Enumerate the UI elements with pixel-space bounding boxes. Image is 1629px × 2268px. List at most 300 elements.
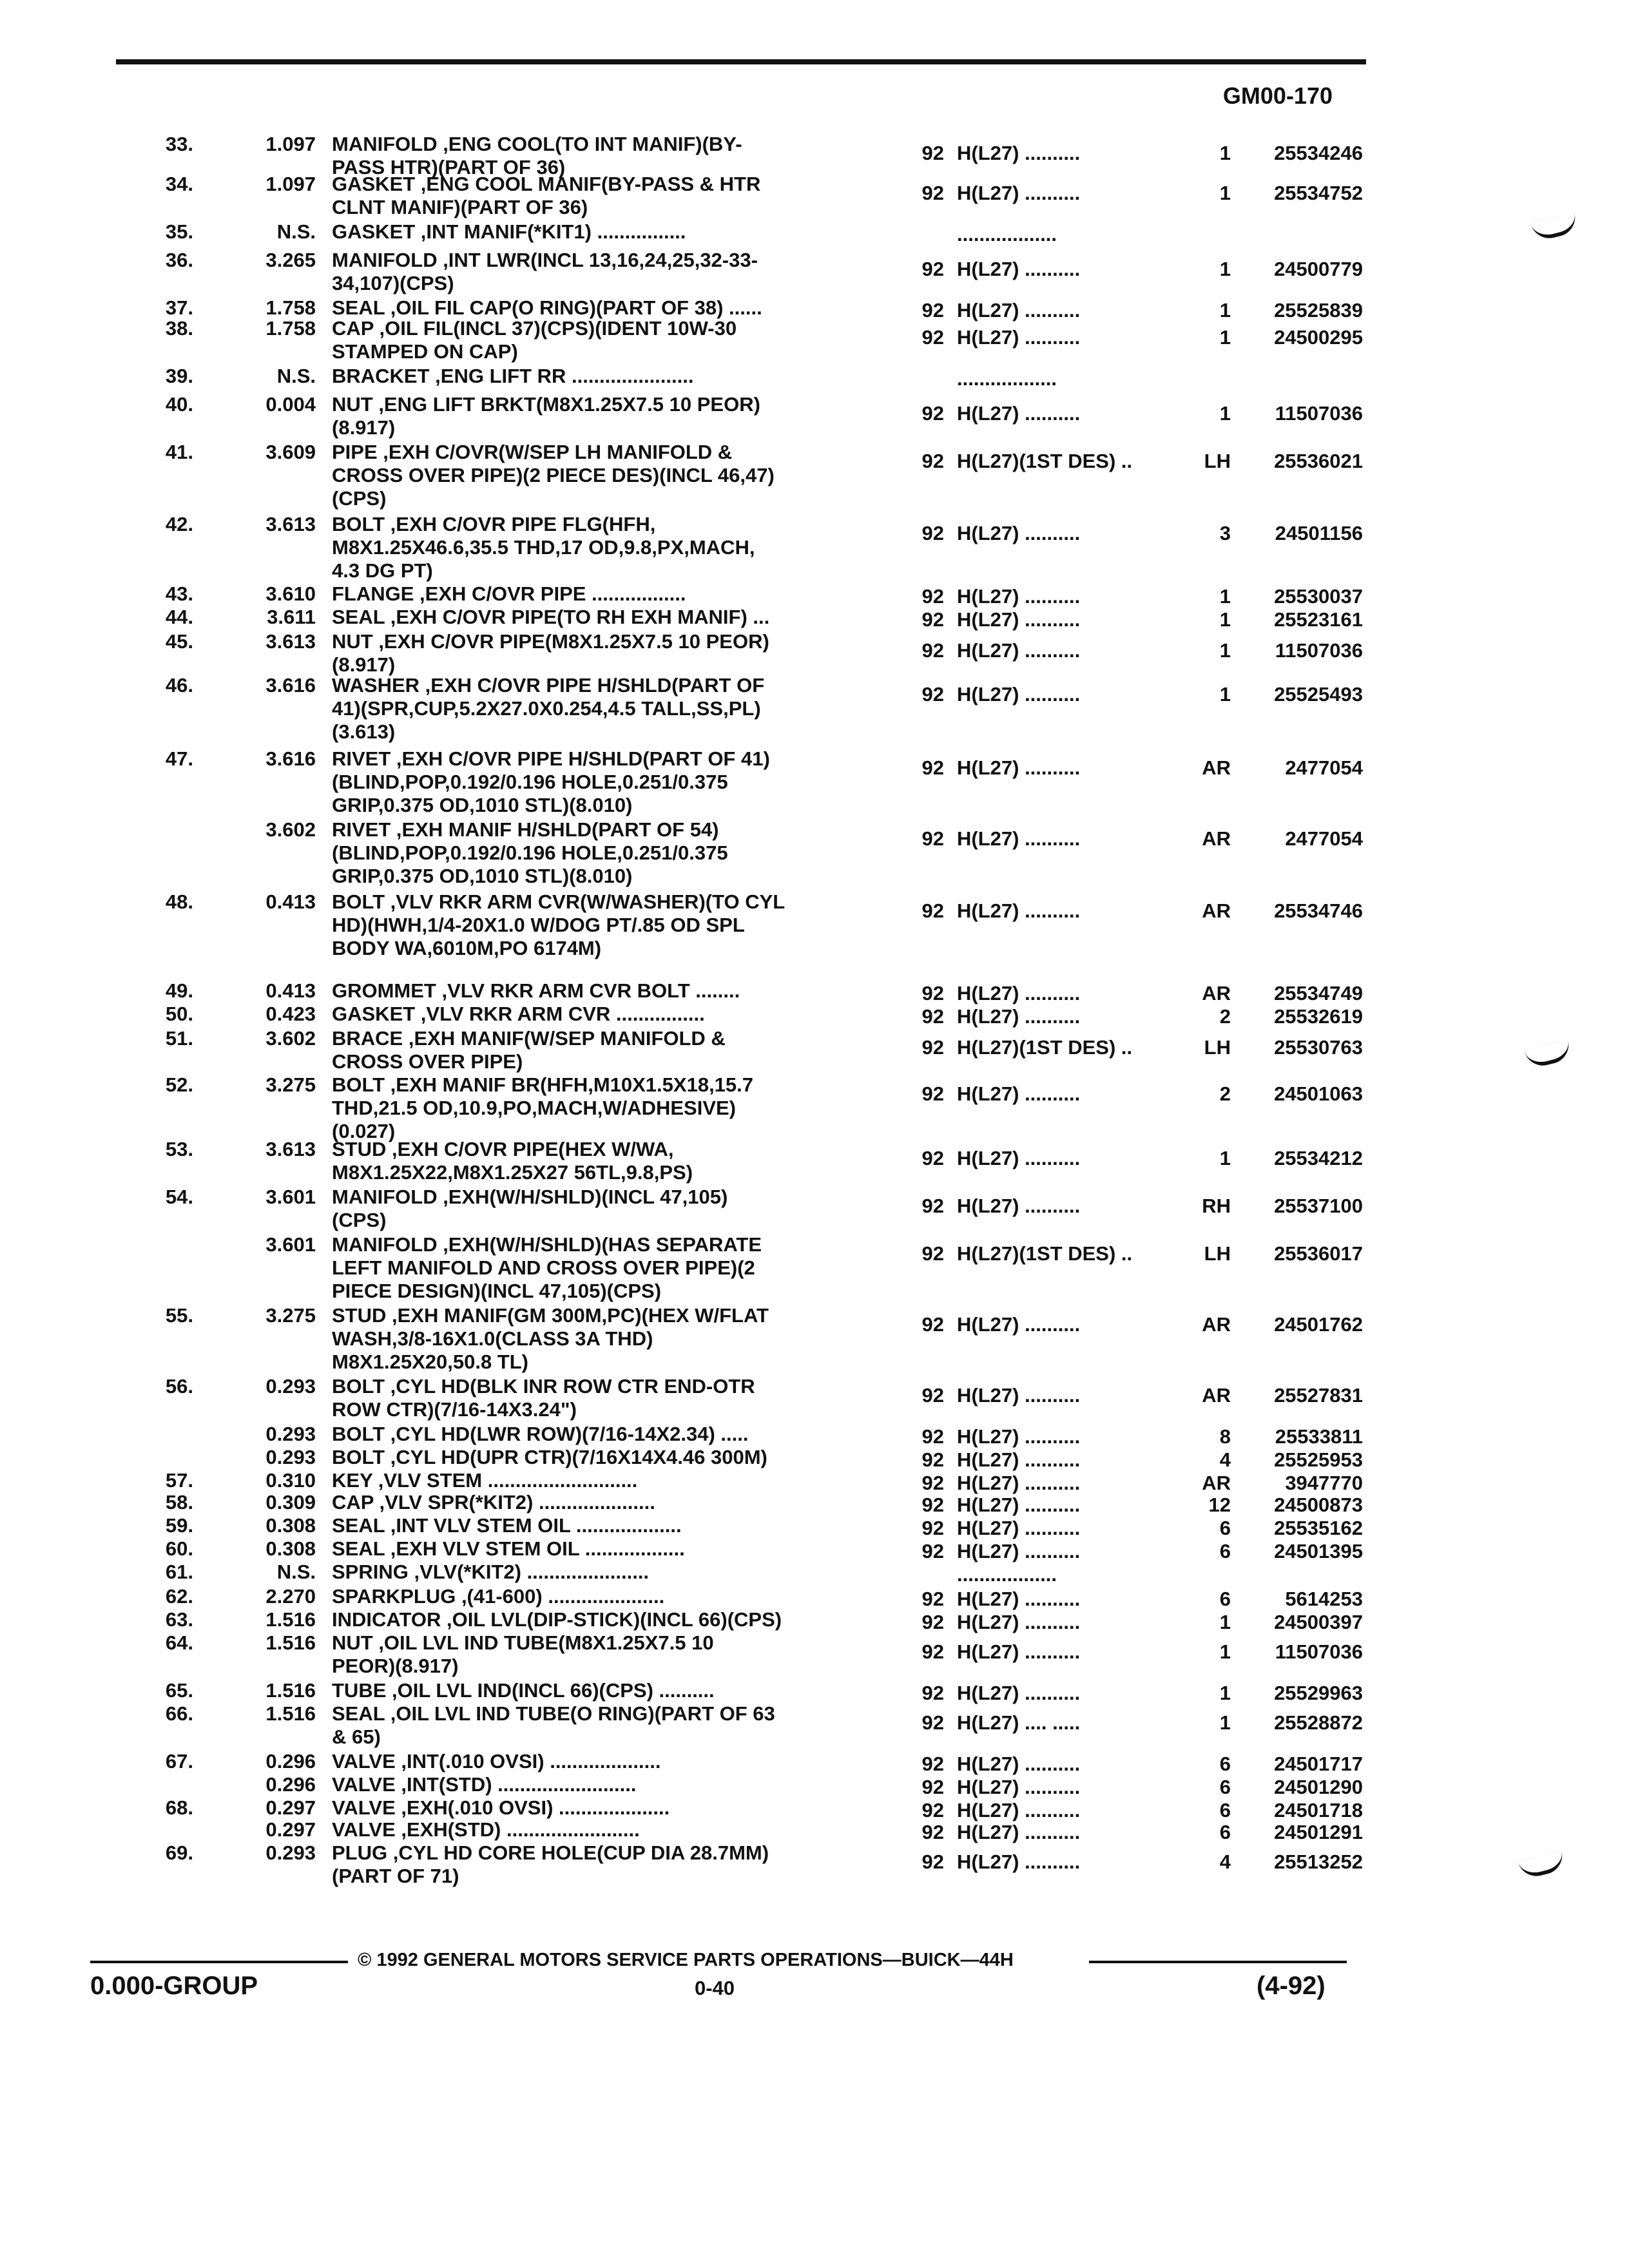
ref-number: 55. [165,1304,193,1327]
model-year: 92 [921,326,944,349]
part-description: SPARKPLUG ,(41-600) ..................... [332,1585,665,1608]
part-number: 11507036 [1275,1640,1363,1663]
ref-number: 44. [165,606,193,628]
part-number: 25513252 [1274,1850,1363,1873]
part-description: MANIFOLD ,ENG COOL(TO INT MANIF)(BY- [332,133,742,155]
series-code: H(L27) .... ..... [957,1711,1081,1734]
group-number: 0.297 [265,1818,316,1841]
part-description: SPRING ,VLV(*KIT2) ...................... [332,1561,650,1583]
part-description: SEAL ,OIL FIL CAP(O RING)(PART OF 38) ...... [332,296,762,319]
model-year: 92 [921,258,944,280]
part-description: (3.613) [332,720,396,743]
group-number: 0.296 [265,1750,316,1773]
part-description: GROMMET ,VLV RKR ARM CVR BOLT ........ [332,979,740,1002]
part-description: NUT ,EXH C/OVR PIPE(M8X1.25X7.5 10 PEOR) [332,630,769,653]
model-year: 92 [921,1082,944,1105]
series-code: H(L27) .......... [957,899,1081,922]
quantity: 1 [1219,1147,1231,1169]
quantity: 1 [1219,1682,1231,1704]
series-code: H(L27) .......... [957,608,1081,631]
series-code: H(L27) .......... [957,402,1081,425]
part-number: 24501718 [1274,1799,1363,1821]
series-code: H(L27) .......... [957,1517,1081,1539]
part-description: NUT ,ENG LIFT BRKT(M8X1.25X7.5 10 PEOR) [332,393,760,416]
part-number: 25534746 [1274,899,1363,922]
quantity: 6 [1219,1753,1231,1775]
part-description: SEAL ,INT VLV STEM OIL ................... [332,1514,682,1537]
part-description: & 65) [332,1725,381,1748]
part-number: 25528872 [1274,1711,1363,1734]
part-number: 25530037 [1274,585,1363,608]
quantity: 6 [1219,1540,1231,1562]
part-number: 24500779 [1274,258,1363,280]
group-number: 3.601 [265,1186,316,1208]
quantity: 1 [1219,299,1231,322]
part-number: 25534752 [1274,182,1363,204]
series-code: H(L27) .......... [957,1472,1081,1494]
quantity: 1 [1219,683,1231,706]
model-year: 92 [921,756,944,779]
part-description: RIVET ,EXH MANIF H/SHLD(PART OF 54) [332,818,719,841]
ref-number: 39. [165,365,193,387]
model-year: 92 [921,1036,944,1059]
group-number: 0.308 [265,1514,316,1537]
group-number: 3.602 [265,818,316,841]
group-number: 0.310 [265,1469,316,1492]
ref-number: 34. [165,173,193,195]
part-description: VALVE ,INT(STD) ......................... [332,1773,637,1796]
part-description: (PART OF 71) [332,1865,459,1887]
part-description: BOLT ,EXH MANIF BR(HFH,M10X1.5X18,15.7 [332,1073,754,1096]
part-description: M8X1.25X22,M8X1.25X27 56TL,9.8,PS) [332,1161,693,1184]
series-code: H(L27) .......... [957,142,1081,164]
model-year: 92 [921,1711,944,1734]
series-code: H(L27) .......... [957,1753,1081,1775]
ref-number: 54. [165,1186,193,1208]
model-year: 92 [921,1242,944,1265]
group-number: 1.516 [265,1679,316,1702]
model-year: 92 [921,1517,944,1539]
series-code: H(L27) .......... [957,1640,1081,1663]
part-description: ROW CTR)(7/16-14X3.24") [332,1398,577,1421]
part-number: 25534212 [1274,1147,1363,1169]
ref-number: 36. [165,249,193,271]
part-description: SEAL ,EXH VLV STEM OIL .................. [332,1537,685,1560]
group-number: N.S. [276,365,316,387]
quantity: 12 [1208,1494,1231,1516]
group-number: 0.297 [265,1796,316,1819]
part-description: 34,107)(CPS) [332,272,454,294]
part-description: BODY WA,6010M,PO 6174M) [332,937,602,959]
ref-number: 58. [165,1491,193,1514]
quantity: 1 [1219,142,1231,164]
part-description: M8X1.25X46.6,35.5 THD,17 OD,9.8,PX,MACH, [332,536,755,559]
series-code: H(L27) .......... [957,1776,1081,1798]
part-number: 25534246 [1274,142,1363,164]
footer-rule-left [90,1961,348,1963]
part-number: 25530763 [1274,1036,1363,1059]
group-number: 0.004 [265,393,316,416]
group-number: 0.293 [265,1375,316,1398]
group-number: 1.516 [265,1608,316,1631]
part-number: 5614253 [1285,1588,1363,1610]
part-description: BRACE ,EXH MANIF(W/SEP MANIFOLD & [332,1027,726,1050]
ref-number: 62. [165,1585,193,1608]
series-code: H(L27) .......... [957,1611,1081,1633]
model-year: 92 [921,522,944,544]
part-number: 3947770 [1285,1472,1363,1494]
part-number: 2477054 [1285,756,1363,779]
part-number: 25523161 [1274,608,1363,631]
model-year: 92 [921,585,944,608]
quantity: RH [1202,1195,1231,1217]
group-number: 2.270 [265,1585,316,1608]
model-year: 92 [921,899,944,922]
ref-number: 42. [165,513,193,535]
series-code: H(L27)(1ST DES) .. [957,450,1133,472]
series-code: H(L27) .......... [957,1147,1081,1169]
quantity: 1 [1219,639,1231,662]
series-code: H(L27) .......... [957,182,1081,204]
group-number: 1.516 [265,1702,316,1725]
part-number: 24501395 [1274,1540,1363,1562]
part-number: 24500873 [1274,1494,1363,1516]
part-description: GASKET ,ENG COOL MANIF(BY-PASS & HTR [332,173,761,195]
series-code: H(L27) .......... [957,1082,1081,1105]
series-code: H(L27) .......... [957,258,1081,280]
part-description: CROSS OVER PIPE)(2 PIECE DES)(INCL 46,47) [332,464,775,486]
part-number: 11507036 [1275,402,1363,425]
series-code: H(L27) .......... [957,1799,1081,1821]
part-description: RIVET ,EXH C/OVR PIPE H/SHLD(PART OF 41) [332,747,770,770]
quantity: AR [1202,899,1231,922]
part-number: 25525493 [1274,683,1363,706]
group-number: 0.293 [265,1423,316,1445]
series-code: H(L27) .......... [957,1313,1081,1336]
ref-number: 41. [165,441,193,463]
model-year: 92 [921,982,944,1004]
quantity: 6 [1219,1799,1231,1821]
part-description: (0.027) [332,1120,396,1142]
group-number: 0.293 [265,1841,316,1864]
group-number: 1.516 [265,1631,316,1654]
group-label: 0.000-GROUP [90,1972,258,2000]
ref-number: 50. [165,1003,193,1025]
series-code: H(L27) .......... [957,585,1081,608]
quantity: LH [1204,1036,1231,1059]
part-description: VALVE ,INT(.010 OVSI) .................... [332,1750,661,1773]
quantity: AR [1202,827,1231,850]
quantity: 6 [1219,1588,1231,1610]
ref-number: 60. [165,1537,193,1560]
part-description: CROSS OVER PIPE) [332,1050,523,1073]
group-number: 0.423 [265,1003,316,1025]
part-description: GRIP,0.375 OD,1010 STL)(8.010) [332,865,633,887]
group-number: 3.616 [265,747,316,770]
part-number: 25537100 [1274,1195,1363,1217]
group-number: 3.602 [265,1027,316,1050]
part-number: 24501290 [1274,1776,1363,1798]
group-number: 3.611 [267,606,316,628]
model-year: 92 [921,142,944,164]
model-year: 92 [921,450,944,472]
part-description: PLUG ,CYL HD CORE HOLE(CUP DIA 28.7MM) [332,1841,769,1864]
part-description: PASS HTR)(PART OF 36) [332,156,566,178]
ref-number: 33. [165,133,193,155]
quantity: 1 [1219,258,1231,280]
part-description: GASKET ,VLV RKR ARM CVR ................ [332,1003,705,1025]
model-year: 92 [921,1425,944,1448]
series-code: H(L27) .......... [957,1821,1081,1843]
group-number: N.S. [276,220,316,243]
ref-number: 68. [165,1796,193,1819]
group-number: 0.413 [265,979,316,1002]
model-year: 92 [921,1384,944,1407]
part-number: 25532619 [1274,1005,1363,1028]
series-code: H(L27) .......... [957,982,1081,1004]
part-description: CAP ,VLV SPR(*KIT2) ..................... [332,1491,655,1514]
ref-number: 61. [165,1561,193,1583]
series-code: H(L27) .......... [957,683,1081,706]
part-description: PEOR)(8.917) [332,1655,459,1677]
series-code: .................. [957,223,1057,245]
ref-number: 43. [165,582,193,605]
ref-number: 35. [165,220,193,243]
model-year: 92 [921,1313,944,1336]
part-description: CLNT MANIF)(PART OF 36) [332,196,588,218]
ref-number: 37. [165,296,193,319]
copyright-line: © 1992 GENERAL MOTORS SERVICE PARTS OPERATIONS—BUICK—44H [358,1950,1014,1970]
catalog-code: GM00-170 [1222,82,1333,109]
part-description: PIECE DESIGN)(INCL 47,105)(CPS) [332,1280,662,1302]
quantity: AR [1202,1472,1231,1494]
model-year: 92 [921,608,944,631]
part-description: M8X1.25X20,50.8 TL) [332,1350,528,1373]
model-year: 92 [921,299,944,322]
part-number: 25533811 [1275,1425,1363,1448]
part-description: VALVE ,EXH(STD) ........................ [332,1818,640,1841]
model-year: 92 [921,639,944,662]
group-number: 3.275 [265,1304,316,1327]
model-year: 92 [921,1850,944,1873]
ref-number: 45. [165,630,193,653]
group-number: 3.275 [265,1073,316,1096]
quantity: AR [1202,756,1231,779]
quantity: AR [1202,1313,1231,1336]
part-description: THD,21.5 OD,10.9,PO,MACH,W/ADHESIVE) [332,1097,737,1119]
part-description: WASHER ,EXH C/OVR PIPE H/SHLD(PART OF [332,674,765,697]
part-description: (8.917) [332,653,396,676]
part-description: KEY ,VLV STEM ........................... [332,1469,638,1492]
model-year: 92 [921,1611,944,1633]
model-year: 92 [921,1588,944,1610]
model-year: 92 [921,1147,944,1169]
group-number: 3.613 [265,1138,316,1160]
series-code: H(L27) .......... [957,299,1081,322]
model-year: 92 [921,1195,944,1217]
ref-number: 40. [165,393,193,416]
model-year: 92 [921,1005,944,1028]
footer-rule-right [1089,1961,1347,1963]
model-year: 92 [921,182,944,204]
series-code: H(L27) .......... [957,1682,1081,1704]
part-description: BOLT ,CYL HD(BLK INR ROW CTR END-OTR [332,1375,755,1398]
part-number: 25527831 [1274,1384,1363,1407]
model-year: 92 [921,1448,944,1471]
group-number: 1.758 [265,296,316,319]
part-description: SEAL ,EXH C/OVR PIPE(TO RH EXH MANIF) ... [332,606,770,628]
ref-number: 48. [165,890,193,913]
model-year: 92 [921,827,944,850]
part-description: GASKET ,INT MANIF(*KIT1) ................ [332,220,686,243]
ref-number: 47. [165,747,193,770]
series-code: H(L27) .......... [957,1588,1081,1610]
series-code: H(L27) .......... [957,1540,1081,1562]
part-description: BOLT ,CYL HD(LWR ROW)(7/16-14X2.34) ..... [332,1423,749,1445]
group-number: 0.413 [265,890,316,913]
group-number: 0.308 [265,1537,316,1560]
part-description: HD)(HWH,1/4-20X1.0 W/DOG PT/.85 OD SPL [332,914,745,936]
part-description: (CPS) [332,1209,387,1231]
quantity: AR [1202,1384,1231,1407]
part-number: 25534749 [1274,982,1363,1004]
ref-number: 67. [165,1750,193,1773]
model-year: 92 [921,1494,944,1516]
part-description: LEFT MANIFOLD AND CROSS OVER PIPE)(2 [332,1256,755,1279]
series-code: H(L27) .......... [957,639,1081,662]
quantity: LH [1204,1242,1231,1265]
group-number: 0.293 [265,1446,316,1468]
series-code: H(L27) .......... [957,1195,1081,1217]
quantity: 6 [1219,1776,1231,1798]
part-description: (8.917) [332,416,396,439]
part-description: 41)(SPR,CUP,5.2X27.0X0.254,4.5 TALL,SS,PL) [332,697,761,720]
part-description: MANIFOLD ,EXH(W/H/SHLD)(HAS SEPARATE [332,1233,762,1256]
series-code: H(L27)(1ST DES) .. [957,1036,1133,1059]
ref-number: 53. [165,1138,193,1160]
ref-number: 65. [165,1679,193,1702]
group-number: 3.613 [265,513,316,535]
ref-number: 63. [165,1608,193,1631]
part-description: CAP ,OIL FIL(INCL 37)(CPS)(IDENT 10W-30 [332,317,737,340]
part-number: 25536017 [1274,1242,1363,1265]
ref-number: 66. [165,1702,193,1725]
quantity: 6 [1219,1821,1231,1843]
ref-number: 59. [165,1514,193,1537]
part-number: 25525839 [1274,299,1363,322]
part-description: STUD ,EXH MANIF(GM 300M,PC)(HEX W/FLAT [332,1304,769,1327]
part-description: WASH,3/8-16X1.0(CLASS 3A THD) [332,1327,653,1350]
ref-number: 49. [165,979,193,1002]
part-number: 24501156 [1275,522,1363,544]
quantity: 2 [1219,1005,1231,1028]
part-number: 25535162 [1274,1517,1363,1539]
quantity: 2 [1219,1082,1231,1105]
ref-number: 64. [165,1631,193,1654]
part-description: MANIFOLD ,EXH(W/H/SHLD)(INCL 47,105) [332,1186,728,1208]
group-number: 1.097 [265,133,316,155]
part-description: INDICATOR ,OIL LVL(DIP-STICK)(INCL 66)(CPS) [332,1608,782,1631]
part-description: 4.3 DG PT) [332,559,433,582]
model-year: 92 [921,1799,944,1821]
group-number: 3.601 [265,1233,316,1256]
ref-number: 69. [165,1841,193,1864]
series-code: .................. [957,367,1057,390]
quantity: 1 [1219,1711,1231,1734]
group-number: 0.296 [265,1773,316,1796]
model-year: 92 [921,1682,944,1704]
ref-number: 52. [165,1073,193,1096]
group-number: 0.309 [265,1491,316,1514]
part-description: SEAL ,OIL LVL IND TUBE(O RING)(PART OF 63 [332,1702,775,1725]
model-year: 92 [921,1472,944,1494]
part-description: BOLT ,CYL HD(UPR CTR)(7/16X14X4.46 300M) [332,1446,767,1468]
series-code: H(L27) .......... [957,326,1081,349]
series-code: H(L27) .......... [957,756,1081,779]
part-description: STAMPED ON CAP) [332,340,518,363]
quantity: 4 [1219,1850,1231,1873]
series-code: H(L27)(1ST DES) .. [957,1242,1133,1265]
model-year: 92 [921,1540,944,1562]
part-number: 24501291 [1274,1821,1363,1843]
ref-number: 57. [165,1469,193,1492]
group-number: 3.610 [265,582,316,605]
part-number: 25536021 [1274,450,1363,472]
revision-date: (4-92) [1257,1972,1325,2000]
part-description: VALVE ,EXH(.010 OVSI) .................... [332,1796,670,1819]
part-number: 2477054 [1285,827,1363,850]
quantity: 1 [1219,585,1231,608]
part-number: 24501717 [1274,1753,1363,1775]
series-code: H(L27) .......... [957,1005,1081,1028]
group-number: 3.609 [265,441,316,463]
model-year: 92 [921,1640,944,1663]
group-number: 1.758 [265,317,316,340]
part-number: 25525953 [1274,1448,1363,1471]
part-description: NUT ,OIL LVL IND TUBE(M8X1.25X7.5 10 [332,1631,714,1654]
part-number: 24501063 [1274,1082,1363,1105]
series-code: H(L27) .......... [957,1494,1081,1516]
quantity: 1 [1219,326,1231,349]
quantity: AR [1202,982,1231,1004]
quantity: 1 [1219,402,1231,425]
part-description: BRACKET ,ENG LIFT RR ...................... [332,365,694,387]
part-description: PIPE ,EXH C/OVR(W/SEP LH MANIFOLD & [332,441,733,463]
quantity: 4 [1219,1448,1231,1471]
part-description: FLANGE ,EXH C/OVR PIPE ................. [332,582,686,605]
part-number: 24500295 [1274,326,1363,349]
quantity: 8 [1219,1425,1231,1448]
series-code: H(L27) .......... [957,1448,1081,1471]
part-number: 11507036 [1275,639,1363,662]
quantity: 1 [1219,182,1231,204]
quantity: 6 [1219,1517,1231,1539]
series-code: H(L27) .......... [957,1425,1081,1448]
quantity: 3 [1219,522,1231,544]
part-description: TUBE ,OIL LVL IND(INCL 66)(CPS) .......... [332,1679,715,1702]
part-description: (CPS) [332,487,387,510]
ref-number: 51. [165,1027,193,1050]
group-number: 3.613 [265,630,316,653]
series-code: .................. [957,1563,1057,1586]
series-code: H(L27) .......... [957,522,1081,544]
part-description: (BLIND,POP,0.192/0.196 HOLE,0.251/0.375 [332,771,728,793]
model-year: 92 [921,683,944,706]
part-description: GRIP,0.375 OD,1010 STL)(8.010) [332,794,633,816]
group-number: N.S. [276,1561,316,1583]
part-description: BOLT ,EXH C/OVR PIPE FLG(HFH, [332,513,656,535]
ref-number: 56. [165,1375,193,1398]
